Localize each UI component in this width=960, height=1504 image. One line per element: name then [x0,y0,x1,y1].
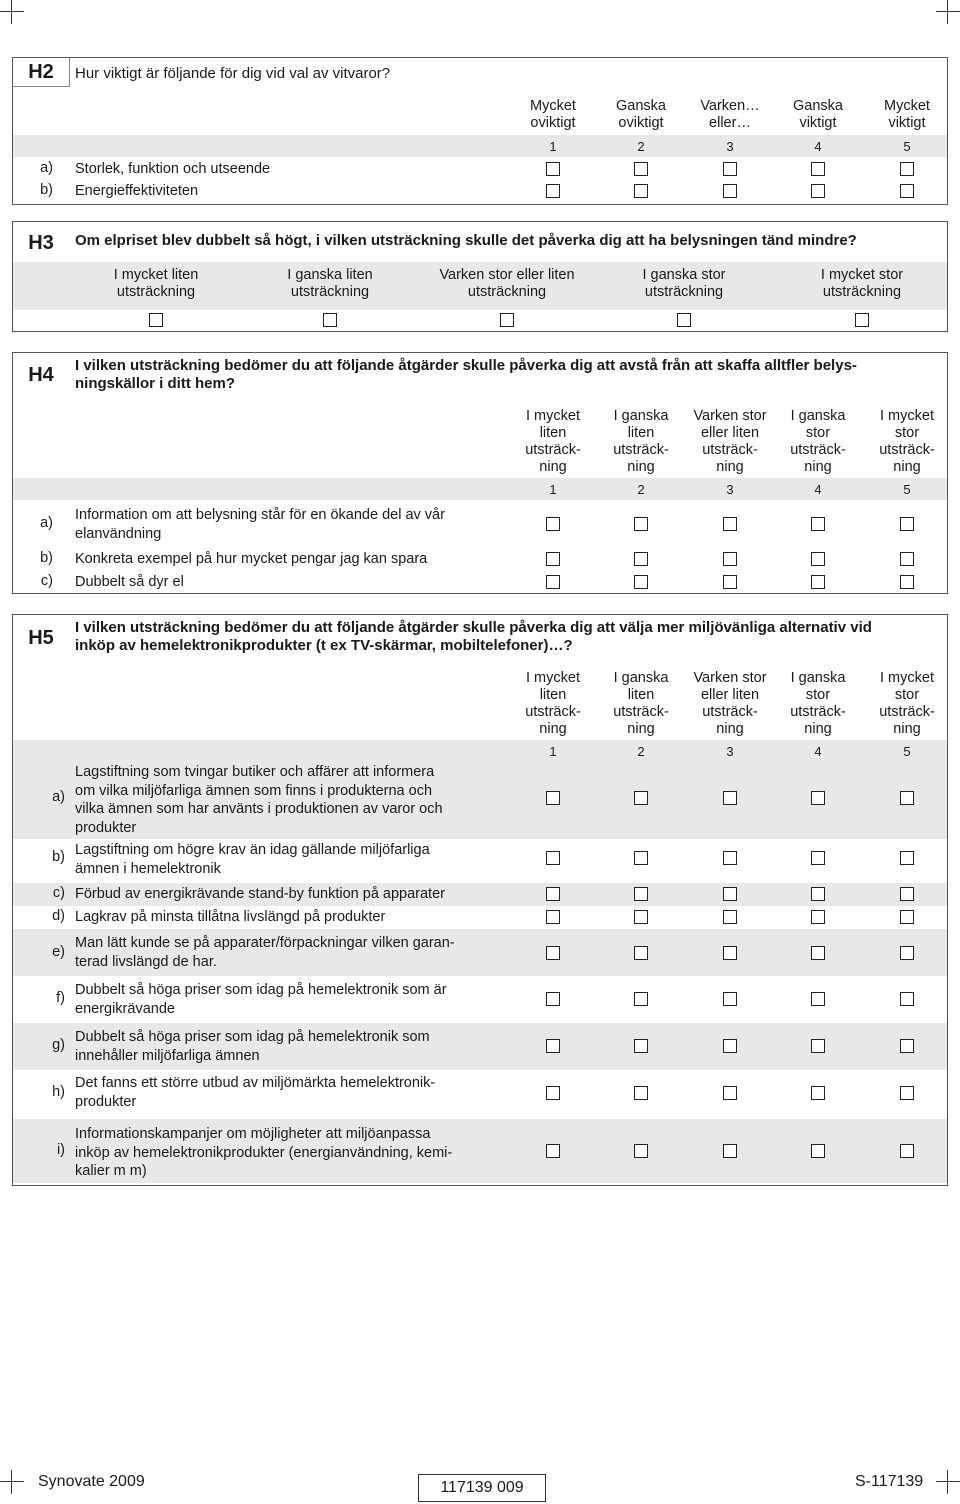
scale-option-line: Varken stor eller liten [439,267,575,283]
scale-option-label [511,670,595,738]
question-line: I vilken utsträckning bedömer du att följande åtgärder skulle påverka dig att välja mer miljövänliga alternativ vid [75,619,872,636]
h2-a-checkbox-2[interactable] [634,162,648,176]
h5-c-checkbox-2[interactable] [634,887,648,901]
scale-option-label [690,98,770,132]
question-text [75,357,857,393]
h5-b-checkbox-3[interactable] [723,851,737,865]
h5-i-checkbox-2[interactable] [634,1144,648,1158]
h2-a-checkbox-5[interactable] [900,162,914,176]
scale-option-line: I mycket [880,408,934,424]
footer-code: S-117139 [855,1473,924,1490]
scale-option-line: utsträck- [525,704,581,720]
item-text [75,1074,435,1111]
h4-c-checkbox-2[interactable] [634,575,648,589]
scale-option-label [599,408,683,476]
registration-mark [0,0,24,24]
h5-e-checkbox-3[interactable] [723,946,737,960]
item-line: Förbud av energikrävande stand-by funktion på apparater [75,886,445,902]
question-h4 [12,352,948,594]
item-text [75,1028,430,1065]
scale-option-line: viktigt [888,115,926,131]
scale-option-label [71,267,241,301]
item-line: om vilka miljöfarliga ämnen som finns i produkterna och [75,782,433,799]
item-text [75,841,430,878]
h5-g-checkbox-2[interactable] [634,1039,648,1053]
h4-a-checkbox-5[interactable] [900,517,914,531]
scale-number: 3 [726,482,734,497]
question-text [75,619,872,655]
item-letter: a) [52,789,65,805]
item-letter: c) [52,885,65,901]
scale-option-label [599,670,683,738]
scale-option-line: ning [804,459,832,475]
scale-option-line: I ganska [790,670,846,686]
scale-option-label [511,408,595,476]
scale-band [13,740,947,762]
h2-b-checkbox-5[interactable] [900,184,914,198]
scale-option-line: eller… [709,115,751,131]
scale-option-label [513,98,593,132]
item-line: Man lätt kunde se på apparater/förpackningar vilken garan- [75,935,455,951]
scale-option-line: ning [893,721,921,737]
h5-d-checkbox-3[interactable] [723,910,737,924]
h2-a-checkbox-3[interactable] [723,162,737,176]
question-line: I vilken utsträckning bedömer du att följande åtgärder skulle påverka dig att avstå från att skaffa alltfler belys- [75,357,857,374]
scale-option-line: liten [539,425,567,441]
item-letter: f) [56,990,65,1006]
question-code: H2 [13,58,70,87]
h4-b-checkbox-5[interactable] [900,552,914,566]
scale-option-line: ning [539,721,567,737]
item-line: Lagstiftning som tvingar butiker och affärer att informera [75,764,435,780]
scale-number: 5 [903,139,911,154]
scale-option-label [865,408,949,476]
h5-e-checkbox-4[interactable] [811,946,825,960]
item-letter: a) [40,160,53,176]
item-line: Lagstiftning om högre krav än idag gällande miljöfarliga [75,842,430,858]
h4-c-checkbox-4[interactable] [811,575,825,589]
h5-b-checkbox-1[interactable] [546,851,560,865]
h2-a-checkbox-1[interactable] [546,162,560,176]
h5-f-checkbox-3[interactable] [723,992,737,1006]
scale-option-label [777,267,947,301]
item-text [75,763,443,837]
scale-option-line: I mycket liten [113,267,199,283]
scale-option-line: Varken… [700,98,760,114]
scale-option-line: liten [539,687,567,703]
item-text [75,908,385,927]
scale-option-label [422,267,592,301]
item-line: ämnen i hemelektronik [75,860,221,877]
item-text: Storlek, funktion och utseende [75,161,271,177]
scale-band [13,478,947,500]
scale-option-line: I ganska stor [642,267,726,283]
h3-checkbox-2[interactable] [323,313,337,327]
scale-option-line: Ganska [793,98,843,114]
question-line: inköp av hemelektronikprodukter (t ex TV-skärmar, mobiltelefoner)…? [75,637,573,654]
item-line: elanvändning [75,525,162,542]
h5-a-checkbox-5[interactable] [900,791,914,805]
h5-c-checkbox-4[interactable] [811,887,825,901]
h5-h-checkbox-2[interactable] [634,1086,648,1100]
scale-number: 2 [637,139,645,154]
h5-f-checkbox-2[interactable] [634,992,648,1006]
item-line: inköp av hemelektronikprodukter (energianvändning, kemi- [75,1144,453,1161]
scale-option-line: utsträck- [525,442,581,458]
h4-c-checkbox-5[interactable] [900,575,914,589]
h5-b-checkbox-4[interactable] [811,851,825,865]
h5-h-checkbox-3[interactable] [723,1086,737,1100]
footer-publisher: Synovate 2009 [38,1473,145,1490]
scale-option-line: liten [627,687,655,703]
scale-number: 3 [726,139,734,154]
h5-d-checkbox-1[interactable] [546,910,560,924]
scale-number: 2 [637,744,645,759]
scale-option-line: Mycket [884,98,930,114]
scale-option-line: I ganska liten [287,267,373,283]
scale-number: 1 [549,139,557,154]
question-h5 [12,614,948,1186]
item-line: produkter [75,1093,137,1110]
h5-c-checkbox-5[interactable] [900,887,914,901]
h5-i-checkbox-4[interactable] [811,1144,825,1158]
scale-option-label [688,670,772,738]
h3-checkbox-4[interactable] [677,313,691,327]
registration-mark [936,0,960,24]
h4-b-checkbox-2[interactable] [634,552,648,566]
scale-option-line: utsträckning [290,284,370,300]
scale-option-label [778,98,858,132]
question-code: H5 [28,627,54,649]
h5-c-checkbox-3[interactable] [723,887,737,901]
scale-option-line: utsträck- [702,704,758,720]
scale-option-line: utsträck- [879,442,935,458]
h5-a-checkbox-4[interactable] [811,791,825,805]
h3-checkbox-3[interactable] [500,313,514,327]
h5-d-checkbox-4[interactable] [811,910,825,924]
h2-b-checkbox-3[interactable] [723,184,737,198]
scale-option-line: ning [716,721,744,737]
h5-g-checkbox-4[interactable] [811,1039,825,1053]
h2-b-checkbox-4[interactable] [811,184,825,198]
item-line: terad livslängd de har. [75,953,217,970]
scale-option-label [601,98,681,132]
scale-option-label [599,267,769,301]
scale-option-line: I mycket [526,408,580,424]
scale-option-line: I ganska [613,408,669,424]
item-letter: e) [52,944,65,960]
h5-d-checkbox-2[interactable] [634,910,648,924]
h5-h-checkbox-1[interactable] [546,1086,560,1100]
h5-b-checkbox-5[interactable] [900,851,914,865]
item-letter: h) [52,1084,65,1100]
h4-c-checkbox-3[interactable] [723,575,737,589]
h5-h-checkbox-4[interactable] [811,1086,825,1100]
h5-g-checkbox-3[interactable] [723,1039,737,1053]
footer-form-number: 117139 009 [418,1474,546,1502]
item-letter: i) [56,1142,65,1158]
item-line: Det fanns ett större utbud av miljömärkta hemelektronik- [75,1075,436,1091]
item-line: innehåller miljöfarliga ämnen [75,1047,260,1064]
scale-option-line: utsträck- [790,704,846,720]
h5-e-checkbox-1[interactable] [546,946,560,960]
item-letter: a) [40,515,53,531]
h4-b-checkbox-3[interactable] [723,552,737,566]
scale-option-line: utsträck- [790,442,846,458]
h5-i-checkbox-5[interactable] [900,1144,914,1158]
item-line: kalier m m) [75,1163,147,1179]
h5-a-checkbox-3[interactable] [723,791,737,805]
question-h3 [12,221,948,332]
scale-option-label [245,267,415,301]
scale-option-line: stor [805,425,831,441]
scale-option-line: I mycket [880,670,934,686]
scale-option-line: ning [893,459,921,475]
h2-a-checkbox-4[interactable] [811,162,825,176]
h5-e-checkbox-2[interactable] [634,946,648,960]
h5-a-checkbox-1[interactable] [546,791,560,805]
question-line: ningskällor i ditt hem? [75,375,236,392]
question-code: H3 [28,232,54,254]
item-line: Informationskampanjer om möjligheter att miljöanpassa [75,1126,431,1142]
scale-option-line: I mycket stor [820,267,904,283]
scale-option-line: ning [716,459,744,475]
h4-a-checkbox-3[interactable] [723,517,737,531]
scale-option-line: oviktigt [530,115,576,131]
scale-option-line: utsträck- [613,442,669,458]
question-code: H4 [28,364,54,386]
scale-option-line: ning [627,459,655,475]
scale-option-line: stor [805,687,831,703]
h5-f-checkbox-4[interactable] [811,992,825,1006]
h5-g-checkbox-1[interactable] [546,1039,560,1053]
item-line: vilka ämnen som har använts i produktionen av varor och [75,801,443,817]
scale-option-line: utsträck- [879,704,935,720]
h2-b-checkbox-2[interactable] [634,184,648,198]
scale-option-line: ning [539,459,567,475]
scale-option-line: I ganska [790,408,846,424]
scale-number: 4 [814,139,822,154]
registration-mark [0,1470,24,1494]
scale-number: 5 [903,482,911,497]
h3-checkbox-1[interactable] [149,313,163,327]
item-text [75,550,427,569]
scale-option-line: Varken stor [693,408,767,424]
h4-a-checkbox-2[interactable] [634,517,648,531]
item-line: Dubbelt så höga priser som idag på hemelektronik som [75,1029,430,1045]
scale-option-line: eller liten [700,425,760,441]
scale-option-line: ning [804,721,832,737]
item-letter: b) [40,550,53,566]
item-text [75,506,445,543]
item-line: produkter [75,819,137,836]
scale-number: 1 [549,744,557,759]
scale-option-line: viktigt [799,115,837,131]
registration-mark [936,1470,960,1494]
h5-h-checkbox-5[interactable] [900,1086,914,1100]
scale-option-line: utsträckning [467,284,547,300]
h5-g-checkbox-5[interactable] [900,1039,914,1053]
scale-option-line: utsträck- [613,704,669,720]
item-text: Energieffektiviteten [75,183,199,199]
scale-option-line: eller liten [700,687,760,703]
question-text: Om elpriset blev dubbelt så högt, i vilken utsträckning skulle det påverka dig att ha belysningen tänd mindre? [75,232,857,249]
item-line: Lagkrav på minsta tillåtna livslängd på produkter [75,909,386,925]
scale-option-label [776,670,860,738]
scale-option-line: stor [894,425,920,441]
h5-i-checkbox-3[interactable] [723,1144,737,1158]
scale-option-line: I mycket [526,670,580,686]
h5-d-checkbox-5[interactable] [900,910,914,924]
item-line: Dubbelt så dyr el [75,574,184,590]
h4-c-checkbox-1[interactable] [546,575,560,589]
scale-option-line: liten [627,425,655,441]
item-letter: b) [40,182,53,198]
scale-option-line: utsträck- [702,442,758,458]
h2-b-checkbox-1[interactable] [546,184,560,198]
scale-option-line: Varken stor [693,670,767,686]
item-line: energikrävande [75,1000,175,1017]
h4-b-checkbox-4[interactable] [811,552,825,566]
scale-option-line: utsträckning [644,284,724,300]
item-text [75,934,455,971]
item-text [75,573,184,592]
scale-option-label [688,408,772,476]
h5-a-checkbox-2[interactable] [634,791,648,805]
h4-b-checkbox-1[interactable] [546,552,560,566]
item-line: Dubbelt så höga priser som idag på hemelektronik som är [75,982,447,998]
scale-option-line: I ganska [613,670,669,686]
question-h2 [12,57,948,205]
scale-band [13,135,947,157]
scale-number: 4 [814,744,822,759]
scale-number: 4 [814,482,822,497]
h5-c-checkbox-1[interactable] [546,887,560,901]
scale-number: 1 [549,482,557,497]
scale-option-line: utsträckning [116,284,196,300]
scale-number: 3 [726,744,734,759]
item-letter: d) [52,908,65,924]
scale-option-line: stor [894,687,920,703]
h4-a-checkbox-1[interactable] [546,517,560,531]
scale-option-line: Mycket [530,98,576,114]
item-text [75,885,445,904]
scale-option-label [867,98,947,132]
item-letter: b) [52,849,65,865]
item-line: Konkreta exempel på hur mycket pengar jag kan spara [75,551,428,567]
scale-option-label [865,670,949,738]
scale-option-line: Ganska [616,98,666,114]
item-letter: c) [40,573,53,589]
item-letter: g) [52,1037,65,1053]
item-text [75,1125,452,1181]
h5-e-checkbox-5[interactable] [900,946,914,960]
scale-option-line: utsträckning [822,284,902,300]
h5-i-checkbox-1[interactable] [546,1144,560,1158]
scale-option-line: oviktigt [618,115,664,131]
scale-option-label [776,408,860,476]
h4-a-checkbox-4[interactable] [811,517,825,531]
h5-f-checkbox-1[interactable] [546,992,560,1006]
scale-number: 5 [903,744,911,759]
h3-checkbox-5[interactable] [855,313,869,327]
item-line: Information om att belysning står för en ökande del av vår [75,507,445,523]
scale-option-line: ning [627,721,655,737]
question-text: Hur viktigt är följande för dig vid val av vitvaror? [75,65,391,82]
scale-number: 2 [637,482,645,497]
item-text [75,981,447,1018]
h5-f-checkbox-5[interactable] [900,992,914,1006]
h5-b-checkbox-2[interactable] [634,851,648,865]
